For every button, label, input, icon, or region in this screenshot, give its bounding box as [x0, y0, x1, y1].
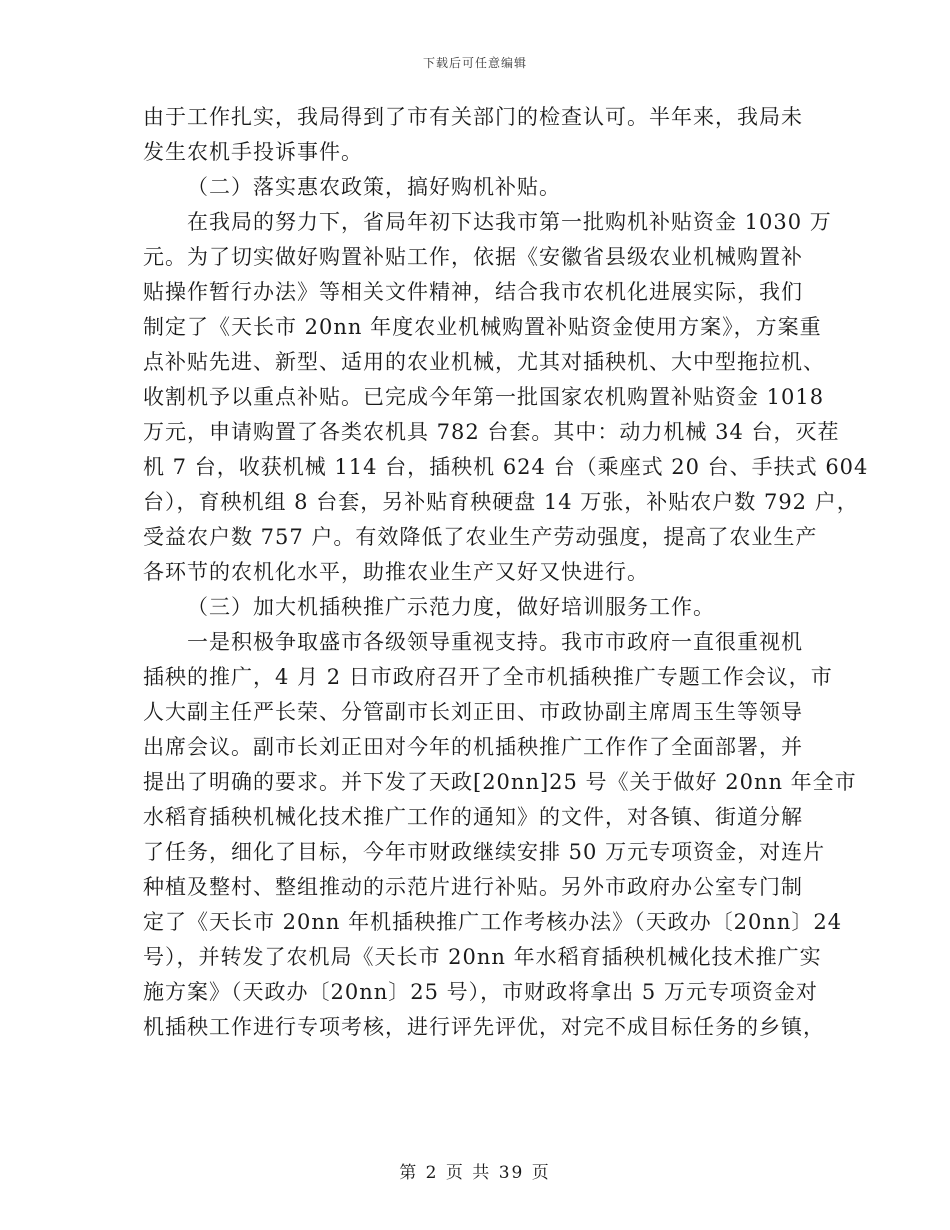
- text-line: 了任务，细化了目标，今年市财政继续安排 50 万元专项资金，对连片: [143, 840, 826, 864]
- text-line: 水稻育插秧机械化技术推广工作的通知》的文件，对各镇、街道分解: [143, 805, 803, 829]
- text-line: 号），并转发了农机局《天长市 20nn 年水稻育插秧机械化技术推广实: [143, 945, 822, 969]
- text-line: 插秧的推广，4 月 2 日市政府召开了全市机插秧推广专题工作会议，市: [143, 665, 833, 689]
- text-line: 一是积极争取盛市各级领导重视支持。我市市政府一直很重视机: [187, 630, 803, 654]
- page-number-footer: 第 2 页 共 39 页: [399, 1163, 551, 1183]
- text-line: 贴操作暂行办法》等相关文件精神，结合我市农机化进展实际，我们: [143, 280, 803, 304]
- text-line: 各环节的农机化水平，助推农业生产又好又快进行。: [143, 560, 649, 584]
- section-heading: （三）加大机插秧推广示范力度，做好培训服务工作。: [187, 595, 715, 619]
- page-header: 下载后可任意编辑: [422, 56, 527, 70]
- text-line: 人大副主任严长荣、分管副市长刘正田、市政协副主席周玉生等领导: [143, 700, 803, 724]
- section-heading: （二）落实惠农政策，搞好购机补贴。: [187, 175, 561, 199]
- text-line: 出席会议。副市长刘正田对今年的机插秧推广工作作了全面部署，并: [143, 735, 803, 759]
- text-line: 提出了明确的要求。并下发了天政[20nn]25 号《关于做好 20nn 年全市: [143, 770, 857, 794]
- text-line: 定了《天长市 20nn 年机插秧推广工作考核办法》（天政办〔20nn〕24: [143, 910, 843, 934]
- text-line: 元。为了切实做好购置补贴工作，依据《安徽省县级农业机械购置补: [143, 245, 803, 269]
- text-line: 收割机予以重点补贴。已完成今年第一批国家农机购置补贴资金 1018: [143, 385, 825, 409]
- text-line: 制定了《天长市 20nn 年度农业机械购置补贴资金使用方案》，方案重: [143, 315, 822, 339]
- text-line: 台），育秧机组 8 台套，另补贴育秧硬盘 14 万张，补贴农户数 792 户，: [143, 490, 859, 514]
- text-line: 万元，申请购置了各类农机具 782 台套。其中：动力机械 34 台，灭茬: [143, 420, 840, 444]
- text-line: 发生农机手投诉事件。: [143, 140, 363, 164]
- text-line: 在我局的努力下，省局年初下达我市第一批购机补贴资金 1030 万: [187, 210, 832, 234]
- text-line: 种植及整村、整组推动的示范片进行补贴。另外市政府办公室专门制: [143, 875, 803, 899]
- text-line: 点补贴先进、新型、适用的农业机械，尤其对插秧机、大中型拖拉机、: [143, 350, 825, 374]
- text-line: 机 7 台，收获机械 114 台，插秧机 624 台（乘座式 20 台、手扶式 604: [143, 455, 869, 479]
- text-line: 机插秧工作进行专项考核，进行评先评优，对完不成目标任务的乡镇，: [143, 1015, 825, 1039]
- document-body: [143, 100, 869, 1045]
- text-line: 由于工作扎实，我局得到了市有关部门的检查认可。半年来，我局未: [143, 105, 803, 129]
- text-line: 施方案》（天政办〔20nn〕25 号），市财政将拿出 5 万元专项资金对: [143, 980, 818, 1004]
- text-line: 受益农户数 757 户。有效降低了农业生产劳动强度，提高了农业生产: [143, 525, 818, 549]
